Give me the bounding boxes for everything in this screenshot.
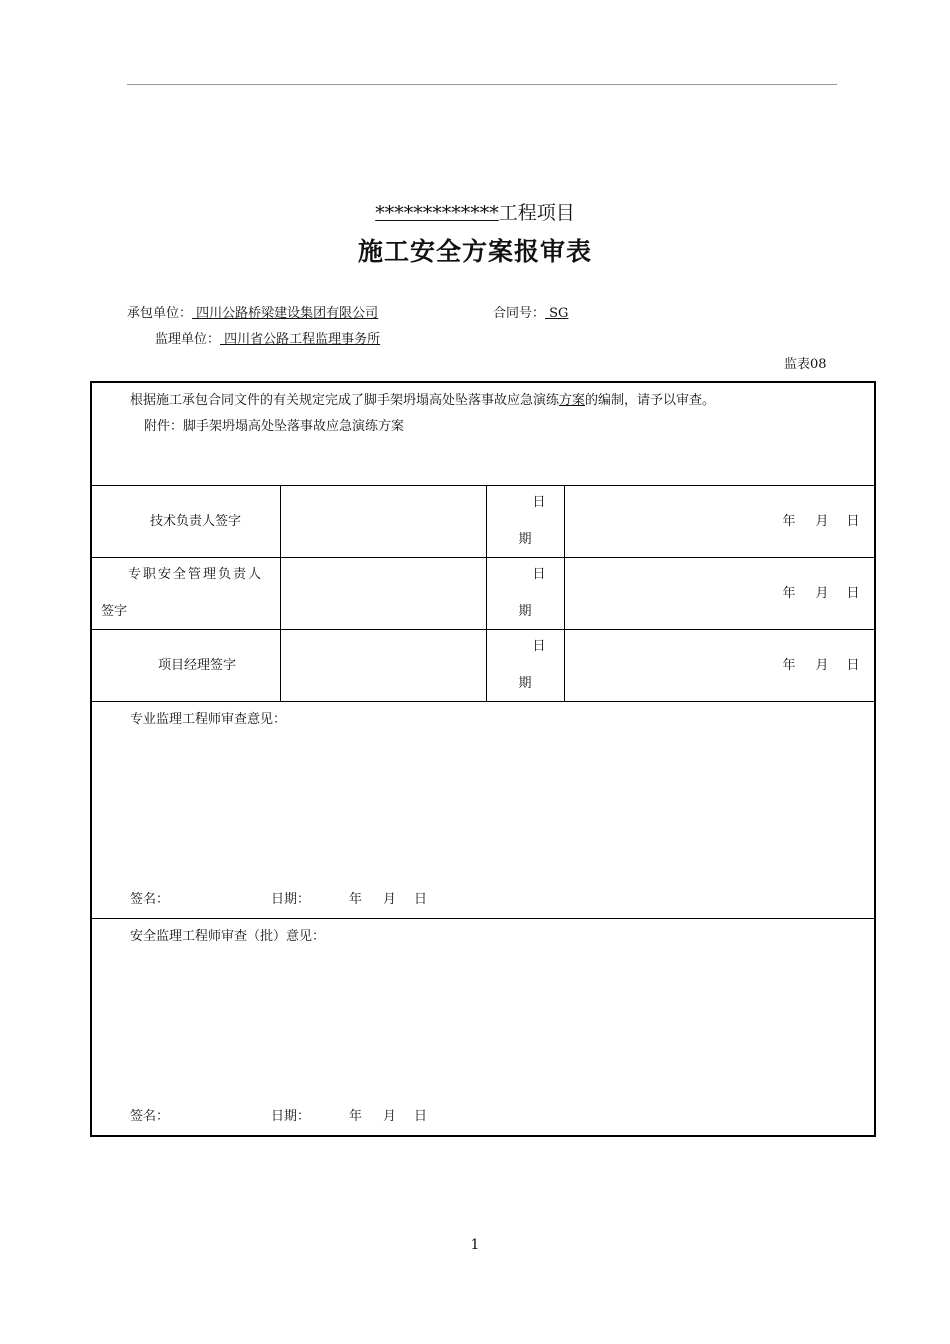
form-code: 监表08 [784,357,827,372]
safety-review-field[interactable]: 安全监理工程师审查（批）意见： 签名： 日期： 年 月 日 [91,919,875,1137]
signature-row-tech [91,486,875,558]
supervisor-label: 监理单位： [155,332,221,347]
intro-row [91,382,875,486]
project-name-placeholder: ************* [375,202,499,224]
tech-lead-date-label-cell: 日 期 [486,486,564,558]
safety-manager-date-field[interactable]: 年 月 日 [564,558,875,630]
tech-lead-date-field[interactable]: 年 月 日 [564,486,875,558]
project-manager-date-field[interactable]: 年 月 日 [564,630,875,702]
intro-underlined: 方案 [559,393,586,408]
tech-lead-label-cell [91,486,280,558]
tech-lead-signature-field[interactable] [280,486,486,558]
form-title: 施工安全方案报审表 [357,237,592,266]
professional-review-sign-label: 签名： [130,892,170,907]
professional-review-date-label: 日期： [271,892,311,907]
signature-row-safety [91,558,875,630]
page-number: 1 [470,1237,480,1253]
safety-review-date-label: 日期： [271,1109,311,1124]
professional-review-row [91,702,875,919]
safety-review-heading: 安全监理工程师审查（批）意见： [130,929,326,944]
contract-no-label: 合同号： [493,306,546,321]
project-title-suffix: 工程项目 [498,202,575,224]
intro-text: 根据施工承包合同文件的有关规定完成了脚手架坍塌高处坠落事故应急演练方案的编制，请予以审查。 [130,393,716,408]
tech-lead-label: 技术负责人签字 [150,514,242,529]
professional-review-heading: 专业监理工程师审查意见： [130,712,287,727]
contractor-value: 四川公路桥梁建设集团有限公司 [192,306,379,321]
safety-manager-signature-field[interactable] [280,558,486,630]
contractor-line [127,302,378,321]
safety-review-sign-label: 签名： [130,1109,170,1124]
project-manager-signature-field[interactable] [280,630,486,702]
attachment-text: 附件：脚手架坍塌高处坠落事故应急演练方案 [144,419,405,434]
header-rule [127,84,837,85]
project-manager-label-cell [91,630,280,702]
supervisor-line [155,328,380,347]
safety-manager-label-line2: 签字 [101,604,128,619]
review-form-table [90,381,876,1137]
signature-row-pm [91,630,875,702]
safety-manager-date-label-cell: 日 期 [486,558,564,630]
contract-no-line [493,302,568,321]
supervisor-value: 四川省公路工程监理事务所 [220,332,381,347]
contract-no-value: SG [545,306,569,321]
professional-review-field[interactable]: 专业监理工程师审查意见： 签名： 日期： 年 月 日 [91,702,875,919]
safety-review-row [91,919,875,1137]
project-title [0,198,950,225]
safety-manager-label-line1: 专职安全管理负责人 [128,567,264,582]
project-manager-label: 项目经理签字 [158,658,237,673]
intro-cell [91,382,875,486]
safety-manager-label-cell [91,558,280,630]
contractor-label: 承包单位： [127,306,193,321]
project-manager-date-label-cell: 日 期 [486,630,564,702]
